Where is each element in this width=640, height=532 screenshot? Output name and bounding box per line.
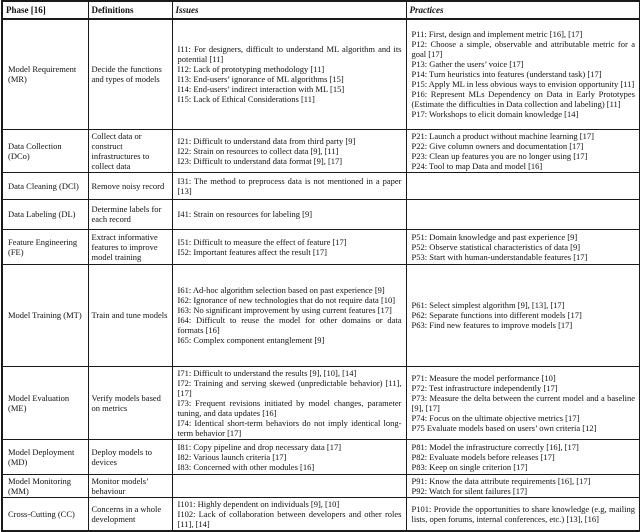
issue-item: I21: Difficult to understand data from third party [9] <box>177 135 356 146</box>
issue-item: I15: Lack of Ethical Considerations [11] <box>177 94 315 105</box>
definition-cell: Verify models based on metrics <box>88 366 172 439</box>
table-row <box>2 19 640 129</box>
issue-item: I52: Important features affect the result [17] <box>177 246 327 257</box>
phase-cell: Model Monitoring (MM) <box>2 474 88 497</box>
table-body <box>2 19 640 531</box>
phase-cell: Model Training (MT) <box>2 264 88 366</box>
issues-cell <box>172 366 406 439</box>
issue-item: I71: Difficult to understand the results [9], [10], [14] <box>177 367 357 378</box>
issue-item: I63: No significant improvement by using current features [17] <box>177 305 392 315</box>
issue-item: I23: Difficult to understand data format [9], [17] <box>177 155 343 166</box>
issue-item: I51: Difficult to measure the effect of feature [17] <box>177 236 347 247</box>
practice-item: P62: Separate functions into different models [17] <box>411 310 582 320</box>
issue-item: I13: End-users’ ignorance of ML algorithms [15] <box>177 74 344 85</box>
definition-cell: Decide the functions and types of models <box>88 19 172 129</box>
practice-item: P101: Provide the opportunities to share knowledge (e.g, mailing lists, open forums, internal conferences, etc.) [13], [16] <box>411 503 635 524</box>
practice-item: P73: Measure the delta between the current model and a baseline [9], [17] <box>411 392 635 413</box>
issue-item: I41: Strain on resources for labeling [9] <box>177 209 313 219</box>
phase-cell: Cross-Cutting (CC) <box>2 497 88 531</box>
practice-item: P71: Measure the model performance [10] <box>411 372 556 383</box>
header-row <box>2 1 640 19</box>
practice-item: P14: Turn heuristics into features (understand task) [17] <box>411 69 602 80</box>
issues-cell <box>172 199 406 229</box>
definition-cell: Deploy models to devices <box>88 439 172 474</box>
definition-cell: Extract informative features to improve model training <box>88 229 172 264</box>
table-header <box>2 1 640 19</box>
practice-item: P15: Apply ML in less obvious ways to envision opportunity [11] <box>411 79 635 90</box>
issues-cell <box>172 497 406 531</box>
issue-item: I31: The method to preprocess data is not mentioned in a paper [13] <box>177 175 402 196</box>
practice-item: P74: Focus on the ultimate objective metrics [17] <box>411 412 580 423</box>
phase-cell: Data Cleaning (DCl) <box>2 172 88 199</box>
ml-phases-issues-practices-table <box>1 0 640 532</box>
table-row <box>2 474 640 497</box>
issues-cell <box>172 19 406 129</box>
practice-item: P83: Keep on single criterion [17] <box>411 461 528 472</box>
practice-item: P17: Workshops to elicit domain knowledge [14] <box>411 109 579 120</box>
column-header-phase: Phase [16] <box>2 1 88 19</box>
practices-cell <box>406 474 640 497</box>
issue-item: I73: Frequent revisions initiated by model changes, parameter tuning, and data updates [16] <box>177 397 402 418</box>
practices-cell <box>406 366 640 439</box>
column-header-definitions: Definitions <box>88 1 172 19</box>
practice-item: P82: Evaluate models before releases [17] <box>411 451 555 462</box>
issue-item: I102: Lack of collaboration between developers and other roles [11], [14] <box>177 508 402 529</box>
issue-item: I22: Strain on resources to collect data [9], [11] <box>177 145 339 156</box>
practice-item: P12: Choose a simple, observable and attributable metric for a goal [17] <box>411 39 635 60</box>
definition-cell: Concerns in a whole development <box>88 497 172 531</box>
definition-cell: Monitor models’ behaviour <box>88 474 172 497</box>
issue-item: I62: Ignorance of new technologies that do not require data [10] <box>177 295 396 305</box>
issue-item: I65: Complex component entanglement [9] <box>177 335 325 345</box>
practices-cell <box>406 19 640 129</box>
practice-item: P13: Gather the users’ voice [17] <box>411 59 524 70</box>
phase-cell: Model Evaluation (ME) <box>2 366 88 439</box>
practices-cell <box>406 439 640 474</box>
practice-item: P72: Test infrastructure independently [17] <box>411 382 558 393</box>
practice-item: P91: Know the data attribute requirements [16], [17] <box>411 475 591 486</box>
issue-item: I82: Various launch criteria [17] <box>177 451 287 462</box>
issues-cell <box>172 172 406 199</box>
practice-item: P63: Find new features to improve models [17] <box>411 320 573 330</box>
table-row <box>2 264 640 366</box>
table-row <box>2 199 640 229</box>
issues-cell <box>172 229 406 264</box>
issues-cell <box>172 129 406 172</box>
table-row <box>2 439 640 474</box>
practice-item: P22: Give column owners and documentation [17] <box>411 140 584 151</box>
practice-item: P24: Tool to map Data and model [16] <box>411 160 543 171</box>
issues-cell <box>172 439 406 474</box>
practices-cell <box>406 199 640 229</box>
column-header-issues: Issues <box>172 1 406 19</box>
issue-item: I12: Lack of prototyping methodology [11] <box>177 64 325 75</box>
phase-cell: Model Deployment (MD) <box>2 439 88 474</box>
table-row <box>2 129 640 172</box>
issue-item: I14: End-users’ indirect interaction with ML [15] <box>177 84 345 95</box>
issue-item: I74: Identical short-term behaviors do not imply identical long-term behavior [17] <box>177 417 402 438</box>
practice-item: P21: Launch a product without machine learning [17] <box>411 130 594 141</box>
issue-item: I101: Highly dependent on individuals [9], [10] <box>177 498 340 509</box>
issue-item: I72: Training and serving skewed (unpredictable behavior) [11], [17] <box>177 377 402 398</box>
issue-item: I61: Ad-hoc algorithm selection based on past experience [9] <box>177 285 385 295</box>
table-row <box>2 172 640 199</box>
practices-cell <box>406 497 640 531</box>
practice-item: P61: Select simplest algorithm [9], [13], [17] <box>411 300 565 310</box>
phase-cell: Feature Engineering (FE) <box>2 229 88 264</box>
practice-item: P16: Represent MLs Dependency on Data in Early Prototypes (Estimate the difficulties in Data collection and labeling) [11] <box>411 89 635 110</box>
practice-item: P11: First, design and implement metric [16], [17] <box>411 29 583 40</box>
practices-cell <box>406 172 640 199</box>
table-row <box>2 366 640 439</box>
issue-item: I64: Difficult to reuse the model for other domains or data formats [16] <box>177 315 402 335</box>
issues-cell <box>172 264 406 366</box>
issue-item: I81: Copy pipeline and drop necessary data [17] <box>177 441 342 452</box>
column-header-practices: Practices <box>406 1 640 19</box>
table-row <box>2 229 640 264</box>
practice-item: P52: Observe statistical characteristics of data [9] <box>411 241 581 252</box>
phase-cell: Model Requirement (MR) <box>2 19 88 129</box>
phase-cell: Data Collection (DCo) <box>2 129 88 172</box>
issues-cell <box>172 474 406 497</box>
practice-item: P75 Evaluate models based on users’ own criteria [12] <box>411 422 597 433</box>
table-row <box>2 497 640 531</box>
practice-item: P23: Clean up features you are no longer using [17] <box>411 150 588 161</box>
practice-item: P92: Watch for silent failures [17] <box>411 485 528 496</box>
issue-item: I11: For designers, difficult to understand ML algorithm and its potential [11] <box>177 44 402 65</box>
practice-item: P51: Domain knowledge and past experience [9] <box>411 231 578 242</box>
definition-cell: Collect data or construct infrastructures to collect data <box>88 129 172 172</box>
practice-item: P53: Start with human-understandable features [17] <box>411 251 588 262</box>
definition-cell: Determine labels for each record <box>88 199 172 229</box>
issue-item: I83: Concerned with other modules [16] <box>177 461 315 472</box>
practices-cell <box>406 129 640 172</box>
practice-item: P81: Model the infrastructure correctly [16], [17] <box>411 441 579 452</box>
practices-cell <box>406 264 640 366</box>
practices-cell <box>406 229 640 264</box>
definition-cell: Train and tune models <box>88 264 172 366</box>
definition-cell: Remove noisy record <box>88 172 172 199</box>
phase-cell: Data Labeling (DL) <box>2 199 88 229</box>
